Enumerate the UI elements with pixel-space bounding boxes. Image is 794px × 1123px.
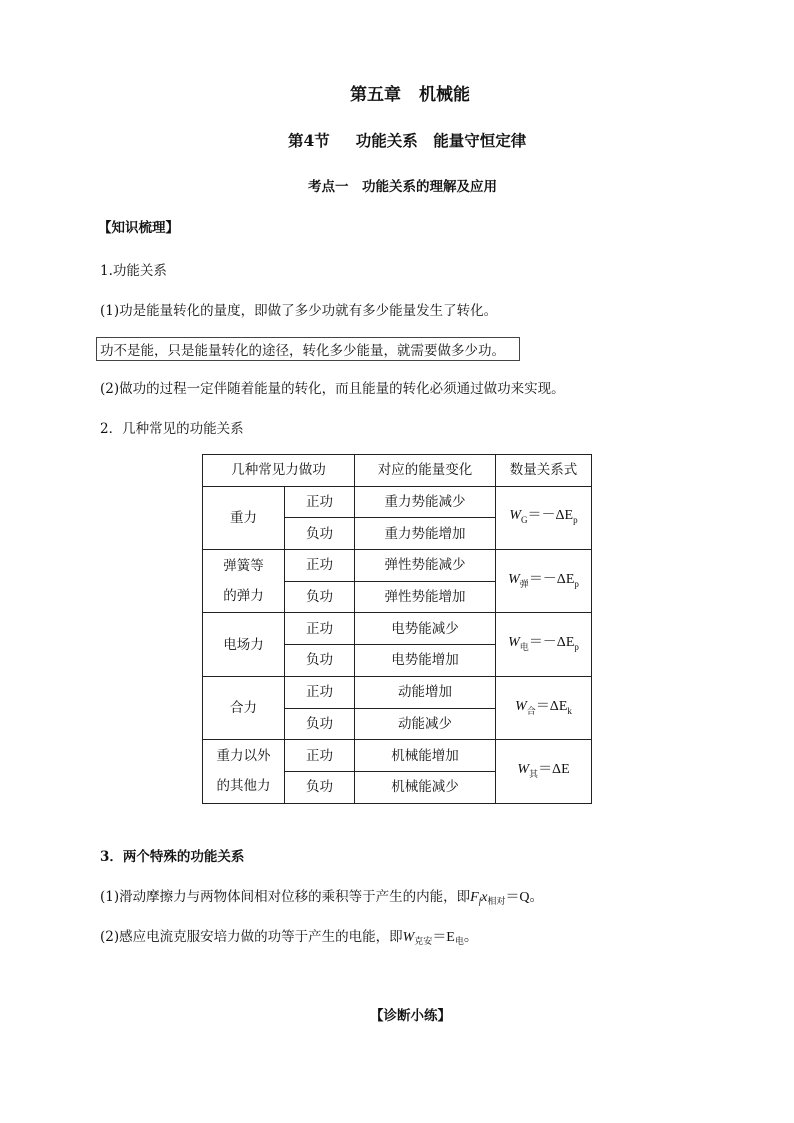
- energy-change-cell: 电势能减少: [355, 613, 496, 645]
- force-cell: [203, 486, 285, 549]
- energy-change-cell: 重力势能增加: [355, 518, 496, 550]
- table-header-change: 对应的能量变化: [355, 455, 496, 487]
- item2-title: 2．几种常见的功能关系: [100, 421, 244, 437]
- item3-paragraph-1: [100, 885, 544, 907]
- table-header-formula: 数量关系式: [496, 455, 592, 487]
- energy-change-cell: 动能减少: [355, 708, 496, 740]
- table-row: [203, 486, 592, 518]
- kaodian-heading: 考点一 功能关系的理解及应用: [308, 179, 497, 195]
- item3-p2-text: (2)感应电流克服安培力做的功等于产生的电能，即: [100, 929, 403, 945]
- energy-change-cell: 电势能增加: [355, 645, 496, 677]
- section-heading: [288, 129, 526, 151]
- item1-boxed-note: 功不是能，只是能量转化的途径，转化多少能量，就需要做多少功。: [96, 337, 520, 361]
- energy-change-cell: 弹性势能增加: [355, 581, 496, 613]
- work-cell: 正功: [285, 740, 355, 772]
- formula-cell: $W_弹=-\Delta E_p$: [496, 550, 592, 613]
- force-label: 电场力: [223, 636, 264, 653]
- energy-change-cell: 机械能减少: [355, 771, 496, 803]
- work-cell: 正功: [285, 486, 355, 518]
- item3-p1-formula: $F_fx_{相对}=Q$。: [470, 890, 544, 906]
- item1-paragraph-1: (1)功是能量转化的量度，即做了多少功就有多少能量发生了转化。: [100, 303, 498, 319]
- work-cell: 正功: [285, 550, 355, 582]
- formula-cell: $W_其=\Delta E$: [496, 740, 592, 803]
- energy-change-cell: 动能增加: [355, 676, 496, 708]
- table-header-row: [203, 455, 592, 487]
- force-label: 的其他力: [216, 778, 271, 795]
- section-title: 功能关系 能量守恒定律: [355, 131, 527, 150]
- item3-title: 3．两个特殊的功能关系: [100, 849, 245, 865]
- work-cell: 正功: [285, 613, 355, 645]
- section-number: 第4节: [288, 131, 330, 150]
- energy-change-cell: 弹性势能减少: [355, 550, 496, 582]
- formula-cell: $W_合=\Delta E_k$: [496, 676, 592, 739]
- work-energy-table: [202, 454, 592, 804]
- work-cell: 负功: [285, 518, 355, 550]
- item1-title: 1.功能关系: [100, 263, 167, 279]
- table-row: [203, 676, 592, 708]
- force-label: 重力: [230, 509, 257, 526]
- knowledge-heading: 【知识梳理】: [98, 220, 179, 236]
- work-cell: 负功: [285, 645, 355, 677]
- force-cell: [203, 613, 285, 676]
- table-header-force: 几种常见力做功: [203, 455, 355, 487]
- chapter-heading: [350, 80, 470, 105]
- work-cell: 正功: [285, 676, 355, 708]
- item3-paragraph-2: [100, 925, 478, 947]
- work-cell: 负功: [285, 581, 355, 613]
- energy-change-cell: 重力势能减少: [355, 486, 496, 518]
- force-cell: [203, 550, 285, 613]
- chapter-title: 机械能: [419, 85, 470, 105]
- item1-paragraph-2: (2)做功的过程一定伴随着能量的转化，而且能量的转化必须通过做功来实现。: [100, 381, 565, 397]
- force-label: 弹簧等: [223, 558, 264, 575]
- force-label: 的弹力: [223, 588, 264, 605]
- table-row: [203, 613, 592, 645]
- diagnosis-heading: 【诊断小练】: [370, 1008, 451, 1024]
- table-row: [203, 550, 592, 582]
- formula-cell: $W_电=-\Delta E_p$: [496, 613, 592, 676]
- item3-p2-formula: $W_{克安}=E_电$。: [402, 930, 478, 946]
- force-label: 重力以外: [216, 748, 271, 765]
- force-cell: [203, 740, 285, 803]
- energy-change-cell: 机械能增加: [355, 740, 496, 772]
- table-row: [203, 740, 592, 772]
- work-cell: 负功: [285, 771, 355, 803]
- work-cell: 负功: [285, 708, 355, 740]
- force-cell: [203, 676, 285, 739]
- force-label: 合力: [230, 700, 257, 716]
- formula-cell: $W_G=-\Delta E_p$: [496, 486, 592, 549]
- item3-p1-text: (1)滑动摩擦力与两物体间相对位移的乘积等于产生的内能，即: [100, 889, 471, 905]
- chapter-number: 第五章: [350, 85, 401, 105]
